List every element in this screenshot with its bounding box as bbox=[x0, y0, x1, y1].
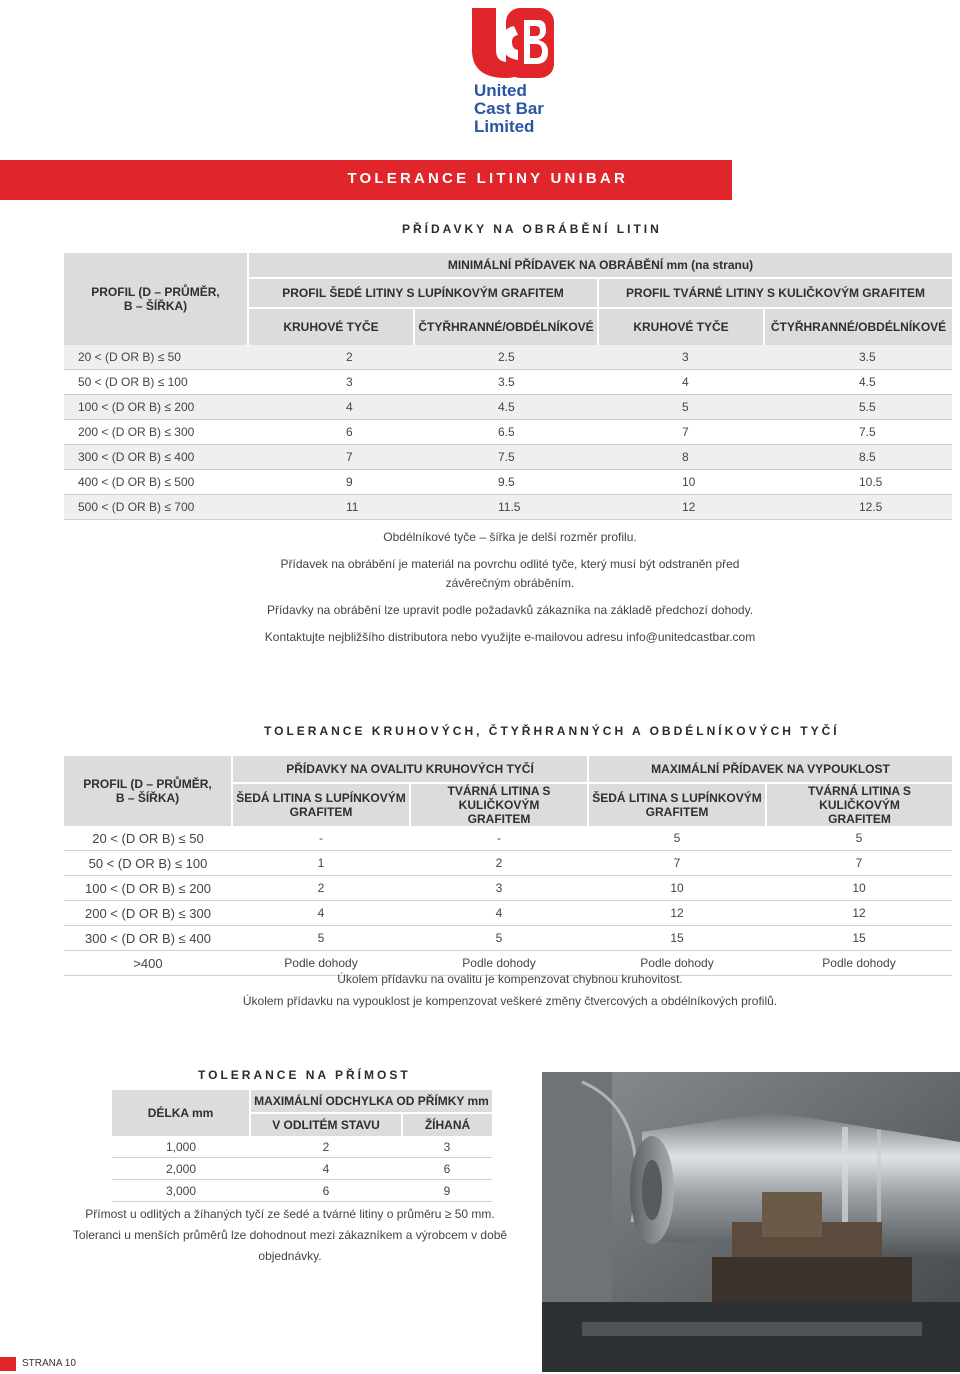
company-logo bbox=[462, 6, 562, 136]
title-banner bbox=[0, 160, 732, 200]
length-cell: 1,000 bbox=[112, 1136, 250, 1158]
value-cell: Podle dohody bbox=[410, 951, 588, 976]
table-row bbox=[64, 826, 952, 851]
value-cell: 10 bbox=[766, 876, 952, 901]
profile-cell: 300 < (D OR B) ≤ 400 bbox=[64, 445, 248, 470]
value-cell: 5.5 bbox=[764, 395, 952, 420]
value-cell: 5 bbox=[766, 826, 952, 851]
profile-cell: 100 < (D OR B) ≤ 200 bbox=[64, 876, 232, 901]
value-cell: 8.5 bbox=[764, 445, 952, 470]
bar-tolerance-section-title: TOLERANCE KRUHOVÝCH, ČTYŘHRANNÝCH A OBDÉLNÍKOVÝCH TYČÍ bbox=[264, 724, 840, 738]
table-row bbox=[64, 901, 952, 926]
value-cell: 3 bbox=[248, 370, 414, 395]
profile-cell: 500 < (D OR B) ≤ 700 bbox=[64, 495, 248, 520]
straightness-notes bbox=[40, 1204, 540, 1267]
value-cell: 4.5 bbox=[764, 370, 952, 395]
note-text: závěrečným obráběním. bbox=[445, 576, 575, 590]
value-cell: 2 bbox=[232, 876, 410, 901]
ovality-group-header: PŘÍDAVKY NA OVALITU KRUHOVÝCH TYČÍ bbox=[232, 756, 588, 783]
value-cell: 10 bbox=[598, 470, 764, 495]
value-cell: 4 bbox=[598, 370, 764, 395]
table-row bbox=[64, 470, 952, 495]
length-cell: 3,000 bbox=[112, 1180, 250, 1202]
length-header: DÉLKA mm bbox=[112, 1090, 250, 1136]
min-allowance-header: MINIMÁLNÍ PŘÍDAVEK NA OBRÁBĚNÍ mm (na stranu) bbox=[248, 253, 952, 278]
note-text: Kontaktujte nejbližšího distributora nebo využijte e-mailovou adresu info@unitedcastbar.com bbox=[264, 630, 756, 644]
logo-text bbox=[474, 82, 544, 136]
value-cell: 1 bbox=[232, 851, 410, 876]
value-cell: Podle dohody bbox=[766, 951, 952, 976]
value-cell: 11.5 bbox=[414, 495, 598, 520]
value-cell: 6.5 bbox=[414, 420, 598, 445]
value-cell: 4 bbox=[232, 901, 410, 926]
lathe-bar-photo bbox=[542, 1072, 960, 1372]
note-text: Úkolem přídavku na vypouklost je kompenzovat veškeré změny čtvercových a obdélníkových profilů. bbox=[242, 994, 778, 1008]
col-header: ŠEDÁ LITINA S LUPÍNKOVÝM GRAFITEM bbox=[588, 783, 766, 826]
table-row bbox=[64, 926, 952, 951]
table-row bbox=[64, 420, 952, 445]
value-cell: 9.5 bbox=[414, 470, 598, 495]
table-row bbox=[64, 495, 952, 520]
value-cell: 9 bbox=[402, 1180, 492, 1202]
value-cell: 3.5 bbox=[414, 370, 598, 395]
col-header: TVÁRNÁ LITINA S KULIČKOVÝM GRAFITEM bbox=[410, 783, 588, 826]
value-cell: 5 bbox=[588, 826, 766, 851]
value-cell: 8 bbox=[598, 445, 764, 470]
col-header: ŽÍHANÁ bbox=[402, 1113, 492, 1136]
value-cell: Podle dohody bbox=[232, 951, 410, 976]
col-header: ČTYŘHRANNÉ/OBDÉLNÍKOVÉ bbox=[764, 308, 952, 345]
value-cell: 15 bbox=[588, 926, 766, 951]
note-text: Obdélníkové tyče – šířka je delší rozměr profilu. bbox=[383, 530, 637, 544]
value-cell: 2.5 bbox=[414, 345, 598, 370]
profile-cell: 50 < (D OR B) ≤ 100 bbox=[64, 370, 248, 395]
value-cell: 2 bbox=[410, 851, 588, 876]
table-row bbox=[64, 345, 952, 370]
profile-header: PROFIL (D – PRŮMĚR, B – ŠÍŘKA) bbox=[64, 253, 248, 345]
value-cell: 5 bbox=[410, 926, 588, 951]
table-row bbox=[64, 851, 952, 876]
value-cell: 12 bbox=[766, 901, 952, 926]
footer-marker bbox=[0, 1357, 16, 1371]
profile-header: PROFIL (D – PRŮMĚR, B – ŠÍŘKA) bbox=[64, 756, 232, 826]
col-header: ČTYŘHRANNÉ/OBDÉLNÍKOVÉ bbox=[414, 308, 598, 345]
value-cell: 11 bbox=[248, 495, 414, 520]
page-title: TOLERANCE LITINY UNIBAR bbox=[347, 170, 628, 187]
machining-section-title: PŘÍDAVKY NA OBRÁBĚNÍ LITIN bbox=[402, 222, 662, 236]
ucb-logo-mark bbox=[466, 6, 556, 80]
value-cell: Podle dohody bbox=[588, 951, 766, 976]
col-header: KRUHOVÉ TYČE bbox=[598, 308, 764, 345]
value-cell: 2 bbox=[248, 345, 414, 370]
grey-iron-group-header: PROFIL ŠEDÉ LITINY S LUPÍNKOVÝM GRAFITEM bbox=[248, 278, 598, 308]
note-text: Přímost u odlitých a žíhaných tyčí ze šedé a tvárné litiny o průměru ≥ 50 mm. bbox=[85, 1207, 495, 1221]
profile-cell: 20 < (D OR B) ≤ 50 bbox=[64, 826, 232, 851]
profile-cell: 200 < (D OR B) ≤ 300 bbox=[64, 901, 232, 926]
value-cell: 7 bbox=[766, 851, 952, 876]
bar-tolerance-notes bbox=[160, 968, 860, 1012]
value-cell: 7 bbox=[248, 445, 414, 470]
profile-cell: 300 < (D OR B) ≤ 400 bbox=[64, 926, 232, 951]
table-row bbox=[112, 1136, 492, 1158]
value-cell: 5 bbox=[598, 395, 764, 420]
col-header: TVÁRNÁ LITINA S KULIČKOVÝM GRAFITEM bbox=[766, 783, 952, 826]
value-cell: 6 bbox=[248, 420, 414, 445]
value-cell: 7.5 bbox=[414, 445, 598, 470]
value-cell: 3 bbox=[402, 1136, 492, 1158]
value-cell: 2 bbox=[250, 1136, 402, 1158]
max-deviation-header: MAXIMÁLNÍ ODCHYLKA OD PŘÍMKY mm bbox=[250, 1090, 492, 1113]
value-cell: 4 bbox=[250, 1158, 402, 1180]
value-cell: 3.5 bbox=[764, 345, 952, 370]
profile-cell: 100 < (D OR B) ≤ 200 bbox=[64, 395, 248, 420]
value-cell: 10.5 bbox=[764, 470, 952, 495]
profile-cell: 50 < (D OR B) ≤ 100 bbox=[64, 851, 232, 876]
table-row bbox=[64, 445, 952, 470]
value-cell: 12 bbox=[598, 495, 764, 520]
value-cell: 5 bbox=[232, 926, 410, 951]
value-cell: 4 bbox=[248, 395, 414, 420]
note-text: Toleranci u menších průměrů lze dohodnout mezi zákazníkem a výrobcem v době objednávky. bbox=[72, 1228, 508, 1263]
value-cell: 4.5 bbox=[414, 395, 598, 420]
logo-line-2: Cast Bar bbox=[474, 99, 544, 118]
table-row bbox=[64, 876, 952, 901]
page-number: STRANA 10 bbox=[22, 1358, 76, 1369]
table-row bbox=[112, 1158, 492, 1180]
value-cell: 12 bbox=[588, 901, 766, 926]
note-text: Přídavek na obrábění je materiál na povrchu odlité tyče, který musí být odstraněn před bbox=[280, 557, 740, 571]
value-cell: - bbox=[232, 826, 410, 851]
value-cell: 4 bbox=[410, 901, 588, 926]
machining-allowance-table bbox=[64, 253, 952, 520]
value-cell: 10 bbox=[588, 876, 766, 901]
ductile-iron-group-header: PROFIL TVÁRNÉ LITINY S KULIČKOVÝM GRAFITEM bbox=[598, 278, 952, 308]
profile-cell: 400 < (D OR B) ≤ 500 bbox=[64, 470, 248, 495]
col-header: V ODLITÉM STAVU bbox=[250, 1113, 402, 1136]
logo-line-1: United bbox=[474, 81, 527, 100]
table-row bbox=[112, 1180, 492, 1202]
table-row bbox=[64, 395, 952, 420]
note-text: Přídavky na obrábění lze upravit podle požadavků zákazníka na základě předchozí dohody. bbox=[266, 603, 754, 617]
logo-line-3: Limited bbox=[474, 117, 535, 136]
table-row bbox=[64, 370, 952, 395]
bar-tolerance-table bbox=[64, 756, 952, 976]
page-footer bbox=[0, 1357, 200, 1371]
profile-cell: 20 < (D OR B) ≤ 50 bbox=[64, 345, 248, 370]
length-cell: 2,000 bbox=[112, 1158, 250, 1180]
value-cell: - bbox=[410, 826, 588, 851]
value-cell: 6 bbox=[402, 1158, 492, 1180]
value-cell: 7.5 bbox=[764, 420, 952, 445]
value-cell: 3 bbox=[410, 876, 588, 901]
bow-group-header: MAXIMÁLNÍ PŘÍDAVEK NA VYPOUKLOST bbox=[588, 756, 952, 783]
value-cell: 12.5 bbox=[764, 495, 952, 520]
col-header: ŠEDÁ LITINA S LUPÍNKOVÝM GRAFITEM bbox=[232, 783, 410, 826]
profile-cell: >400 bbox=[64, 951, 232, 976]
col-header: KRUHOVÉ TYČE bbox=[248, 308, 414, 345]
lathe-bar-illustration bbox=[542, 1072, 960, 1372]
value-cell: 7 bbox=[588, 851, 766, 876]
value-cell: 9 bbox=[248, 470, 414, 495]
straightness-section-title: TOLERANCE NA PŘÍMOST bbox=[198, 1068, 411, 1082]
value-cell: 3 bbox=[598, 345, 764, 370]
straightness-table bbox=[112, 1090, 492, 1202]
profile-cell: 200 < (D OR B) ≤ 300 bbox=[64, 420, 248, 445]
value-cell: 15 bbox=[766, 926, 952, 951]
note-text: Úkolem přídavku na ovalitu je kompenzovat chybnou kruhovitost. bbox=[337, 972, 683, 986]
machining-notes bbox=[160, 528, 860, 647]
value-cell: 7 bbox=[598, 420, 764, 445]
value-cell: 6 bbox=[250, 1180, 402, 1202]
